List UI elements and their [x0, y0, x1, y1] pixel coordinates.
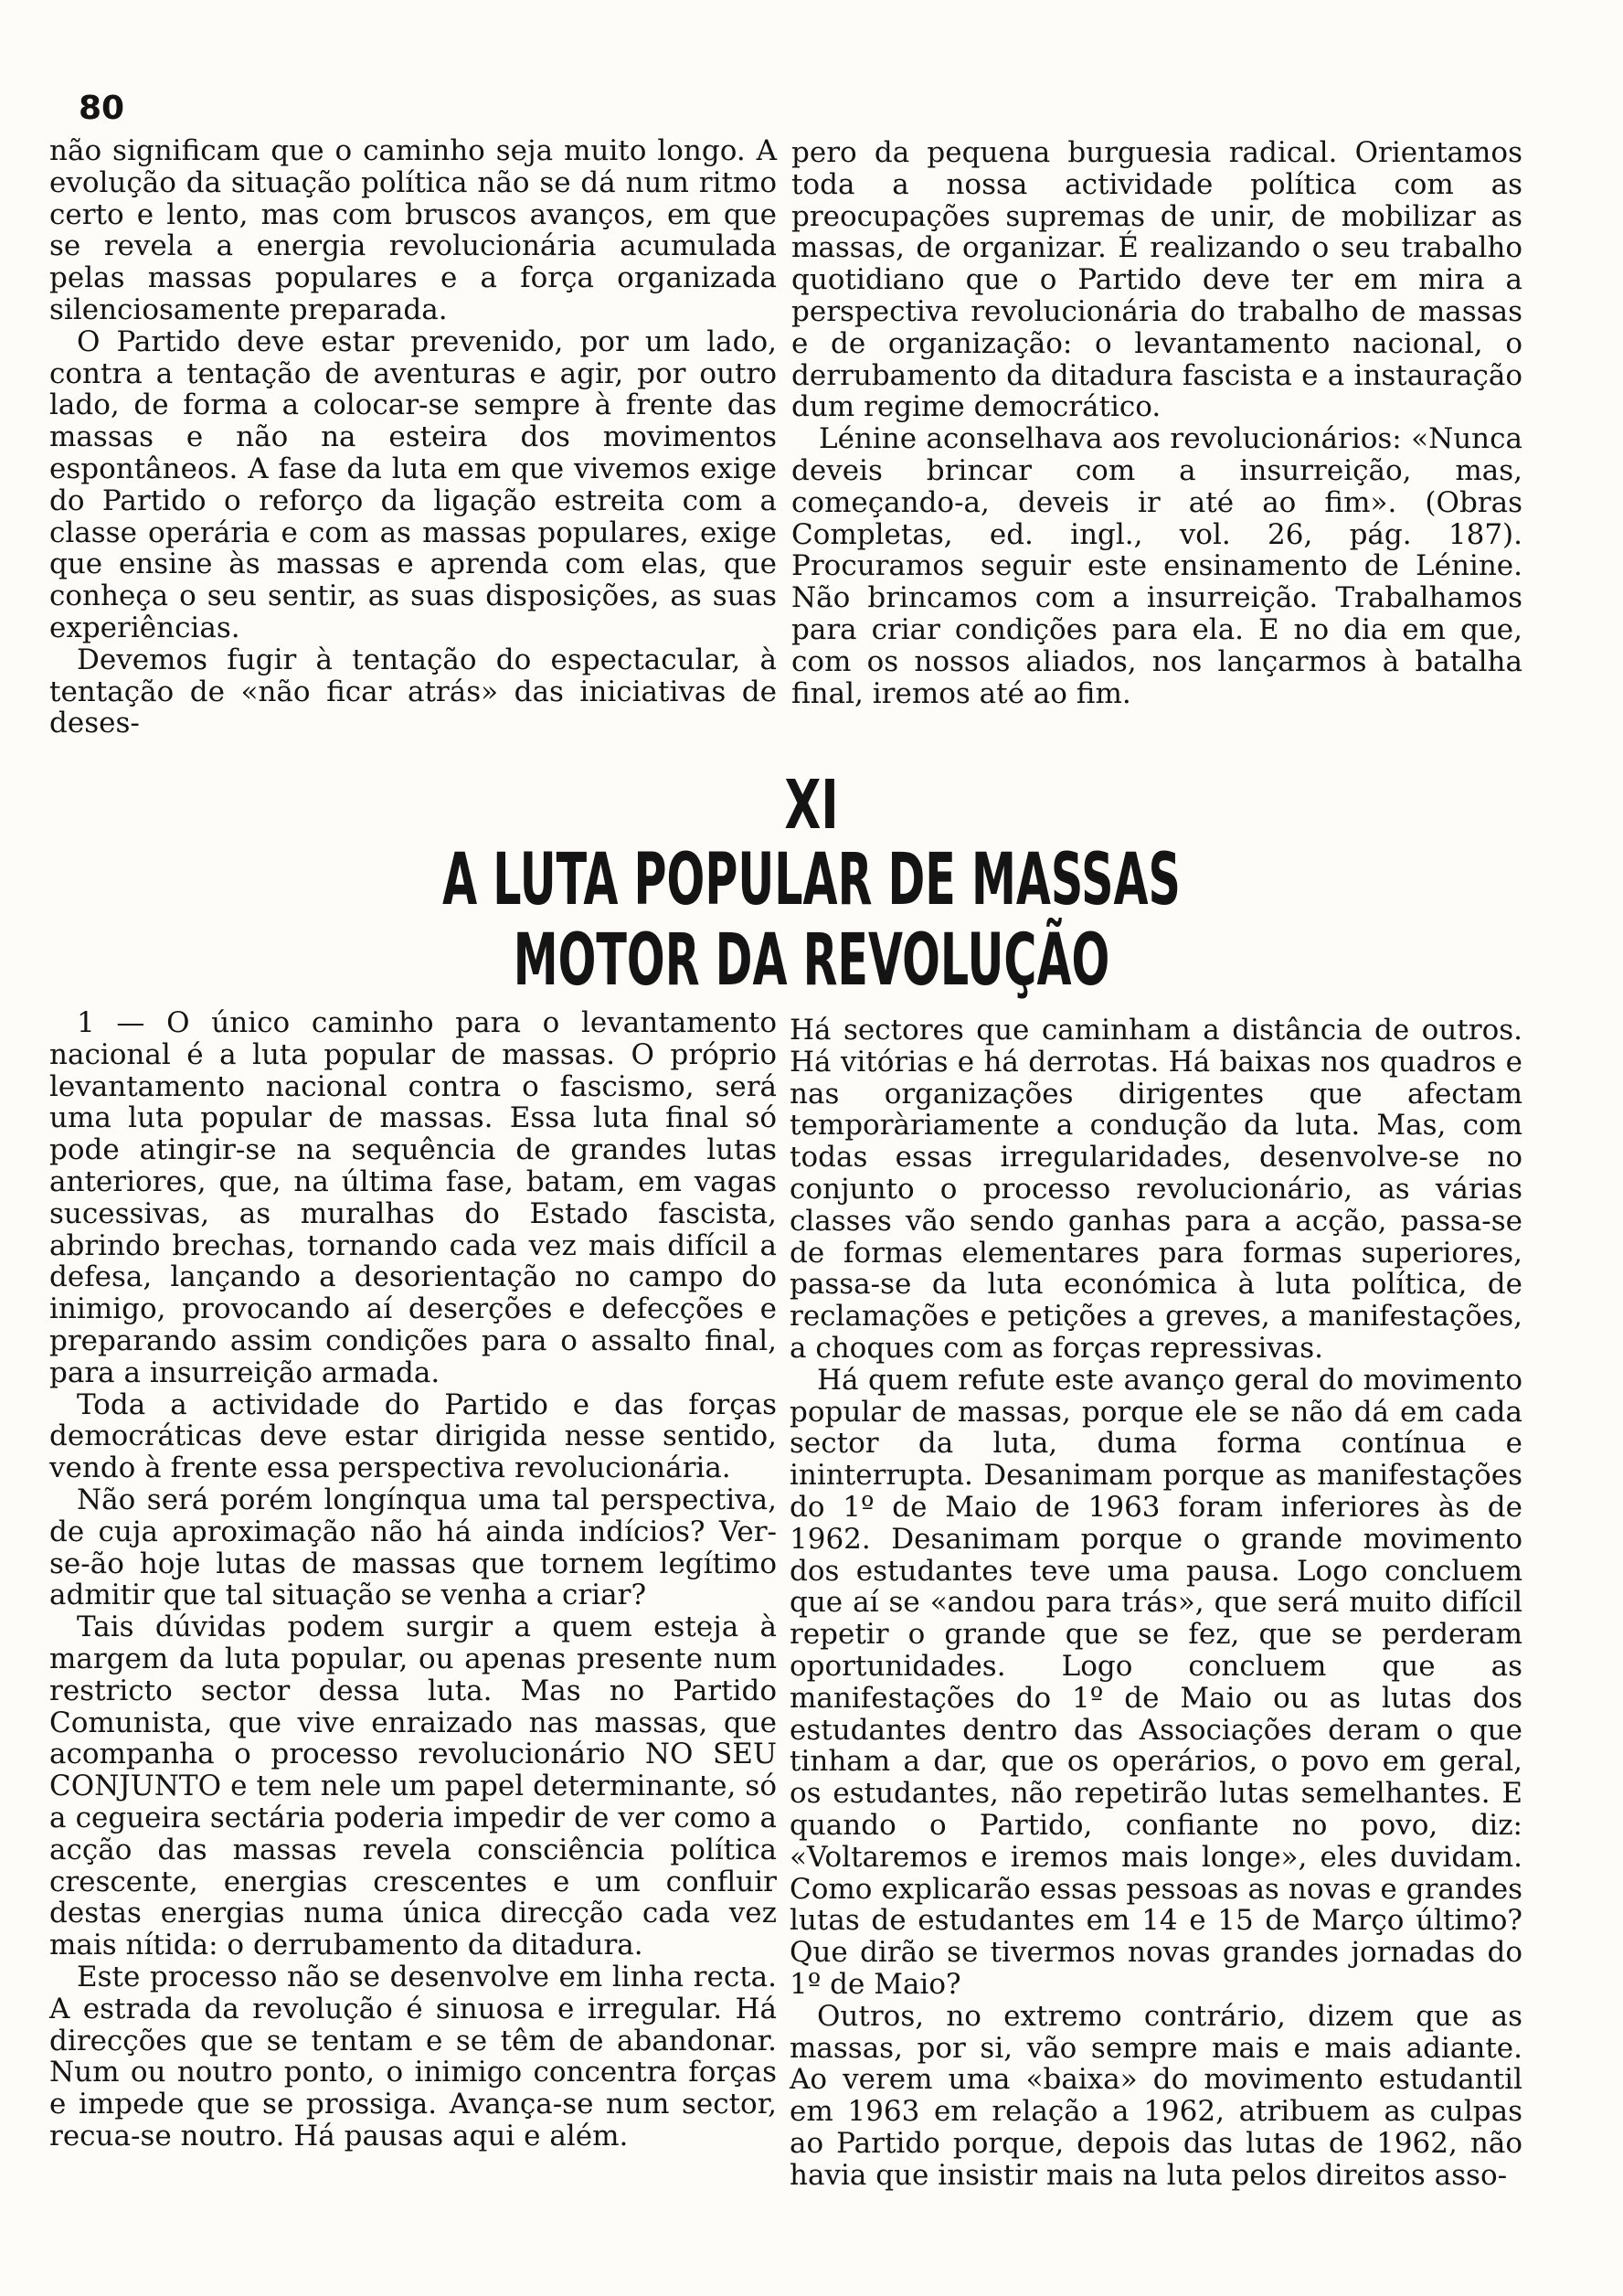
paragraph: Este processo não se desenvolve em linha recta. A estrada da revolução é sinuosa e irregular. Há direcções que se tentam e se têm de abandonar. Num ou noutro ponto, o inimigo concentra forças e impede que se prossiga. Avança-se num sector, recua-se noutro. Há pausas aqui e além. — [49, 1960, 777, 2152]
paragraph: não significam que o caminho seja muito longo. A evolução da situação política não se dá num ritmo certo e lento, mas com bruscos avanços, em que se revela a energia revolucionária acumulada pelas massas populares e a força organizada silenciosamente preparada. — [49, 134, 777, 326]
paragraph: pero da pequena burguesia radical. Orientamos toda a nossa actividade política com as preocupações supremas de unir, de mobilizar as massas, de organizar. É realizando o seu trabalho quotidiano que o Partido deve ter em mira a perspectiva revolucionária do trabalho de massas e de organização: o levantamento nacional, o derrubamento da ditadura fascista e a instauração dum regime democrático. — [791, 136, 1522, 424]
paragraph: Não será porém longínqua uma tal perspectiva, de cuja aproximação não há ainda indícios? Ver-se-ão hoje lutas de massas que tornem legítimo admitir que tal situação se venha a criar? — [49, 1483, 777, 1612]
top-left-column — [49, 135, 777, 739]
bottom-left-column — [49, 1007, 777, 2152]
paragraph: 1 — O único caminho para o levantamento nacional é a luta popular de massas. O próprio levantamento nacional contra o fascismo, será uma luta popular de massas. Essa luta final só pode atingir-se na sequência de grandes lutas anteriores, que, na última fase, batam, em vagas sucessivas, as muralhas do Estado fascista, abrindo brechas, tornando cada vez mais difícil a defesa, lançando a desorientação no campo do inimigo, provocando aí deserções e defecções e preparando assim condições para o assalto final, para a insurreição armada. — [49, 1006, 777, 1389]
paragraph: O Partido deve estar prevenido, por um lado, contra a tentação de aventuras e agir, por outro lado, de forma a colocar-se sempre à frente das massas e não na esteira dos movimentos espontâneos. A fase da luta em que vivemos exige do Partido o reforço da ligação estreita com a classe operária e com as massas populares, exige que ensine às massas e aprenda com elas, que conheça o seu sentir, as suas disposições, as suas experiências. — [49, 324, 777, 644]
chapter-number: XI — [784, 766, 839, 845]
paragraph: Outros, no extremo contrário, dizem que as massas, por si, vão sempre mais e mais adiante. Ao verem uma «baixa» do movimento estudantil em 1963 em relação a 1962, atribuem as culpas ao Partido porque, depois das lutas de 1962, não havia que insistir mais na luta pelos direitos asso- — [790, 1999, 1522, 2192]
paragraph: Há quem refute este avanço geral do movimento popular de massas, porque ele se não dá em cada sector da luta, duma forma contínua e ininterrupta. Desanimam porque as manifestações do 1º de Maio de 1963 foram inferiores às de 1962. Desanimam porque o grande movimento dos estudantes teve uma pausa. Logo concluem que aí se «andou para trás», que será muito difícil repetir o grande que se fez, que se perderam oportunidades. Logo concluem que as manifestações do 1º de Maio ou as lutas dos estudantes dentro das Associações deram o que tinham a dar, que os operários, o povo em geral, os estudantes, não repetirão lutas semelhantes. E quando o Partido, confiante no povo, diz: «Voltaremos e iremos mais longe», eles duvidam. Como explicarão essas pessoas as novas e grandes lutas de estudantes em 14 e 15 de Março último? Que dirão se tivermos novas grandes jornadas do 1º de Maio? — [790, 1363, 1522, 2001]
paragraph: Tais dúvidas podem surgir a quem esteja à margem da luta popular, ou apenas presente num restricto sector dessa luta. Mas no Partido Comunista, que vive enraizado nas massas, que acompanha o processo revolucionário NO SEU CONJUNTO e tem nele um papel determinante, só a cegueira sectária poderia impedir de ver como a acção das massas revela consciência política crescente, energias crescentes e um confluir destas energias numa única direcção cada vez mais nítida: o derrubamento da ditadura. — [49, 1610, 777, 1962]
chapter-title-line-1: A LUTA POPULAR DE MASSAS — [442, 839, 1181, 921]
paragraph: Toda a actividade do Partido e das forças democráticas deve estar dirigida nesse sentido, vendo à frente essa perspectiva revolucionária. — [49, 1387, 777, 1485]
top-right-column — [791, 137, 1522, 709]
bottom-right-column — [790, 1015, 1522, 2191]
chapter-title-line-2: MOTOR DA REVOLUÇÃO — [513, 919, 1110, 1002]
paragraph: Há sectores que caminham a distância de outros. Há vitórias e há derrotas. Há baixas nos quadros e nas organizações dirigentes que afectam temporàriamente a condução da luta. Mas, com todas essas irregularidades, desenvolve-se no conjunto o processo revolucionário, as várias classes vão sendo ganhas para a acção, passa-se de formas elementares para formas superiores, passa-se da luta económica à luta política, de reclamações e petições a greves, a manifestações, a choques com as forças repressivas. — [790, 1014, 1522, 1365]
page-number: 80 — [79, 90, 125, 127]
paragraph: Devemos fugir à tentação do espectacular, à tentação de «não ficar atrás» das iniciativas de deses- — [49, 643, 777, 740]
paragraph: Lénine aconselhava aos revolucionários: «Nunca deveis brincar com a insurreição, mas, começando-a, deveis ir até ao fim». (Obras Completas, ed. ingl., vol. 26, pág. 187). Procuramos seguir este ensinamento de Lénine. Não brincamos com a insurreição. Trabalhamos para criar condições para ela. E no dia em que, com os nossos aliados, nos lançarmos à batalha final, iremos até ao fim. — [791, 422, 1522, 710]
